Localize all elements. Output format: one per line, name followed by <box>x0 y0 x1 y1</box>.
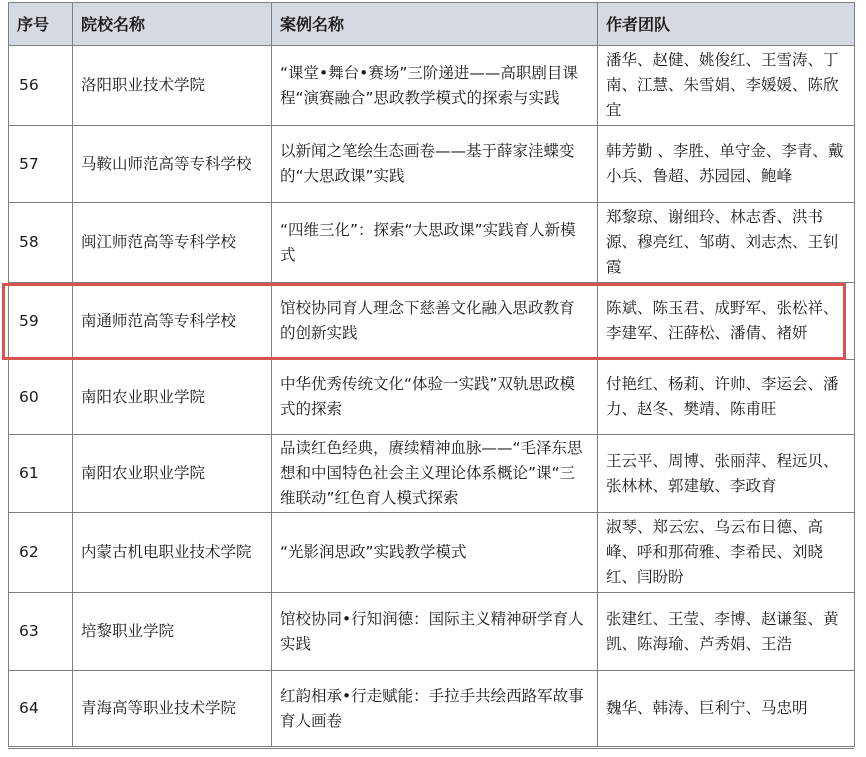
cell-school: 洛阳职业技术学院 <box>73 46 272 126</box>
cell-school: 青海高等职业技术学院 <box>73 671 272 747</box>
cell-school: 南阳农业职业学院 <box>73 435 272 513</box>
cell-seq: 60 <box>9 360 73 435</box>
cell-team: 付艳红、杨莉、许帅、李运会、潘力、赵冬、樊靖、陈甫旺 <box>598 360 855 435</box>
cell-school: 闽江师范高等专科学校 <box>73 203 272 283</box>
cell-team: 张建红、王莹、李博、赵谦玺、黄凯、陈海瑜、芦秀娟、王浩 <box>598 593 855 671</box>
cell-seq: 57 <box>9 126 73 203</box>
header-seq: 序号 <box>9 3 73 46</box>
cell-seq: 63 <box>9 593 73 671</box>
cell-school: 南通师范高等专科学校 <box>73 283 272 360</box>
cell-case: “光影润思政”实践教学模式 <box>272 513 598 593</box>
cell-school: 内蒙古机电职业技术学院 <box>73 513 272 593</box>
table-row <box>9 513 855 593</box>
table-header-row <box>9 3 855 46</box>
cell-seq: 56 <box>9 46 73 126</box>
cell-case: 红韵相承•行走赋能：手拉手共绘西路军故事育人画卷 <box>272 671 598 747</box>
cell-case: 中华优秀传统文化“体验一实践”双轨思政模式的探索 <box>272 360 598 435</box>
header-team: 作者团队 <box>598 3 855 46</box>
case-table-container <box>8 2 854 747</box>
cell-team: 淑琴、郑云宏、乌云布日德、高峰、呼和那荷雅、李希民、刘晓红、闫盼盼 <box>598 513 855 593</box>
table-row <box>9 203 855 283</box>
cell-team: 韩芳勤 、李胜、单守金、李青、戴小兵、鲁超、苏园园、鲍峰 <box>598 126 855 203</box>
case-table <box>8 2 855 747</box>
cell-team: 潘华、赵健、姚俊红、王雪涛、丁南、江慧、朱雪娟、李媛媛、陈欣宜 <box>598 46 855 126</box>
cell-case: “四维三化”：探索“大思政课”实践育人新模式 <box>272 203 598 283</box>
cell-case: 馆校协同育人理念下慈善文化融入思政教育的创新实践 <box>272 283 598 360</box>
cell-seq: 59 <box>9 283 73 360</box>
table-row <box>9 126 855 203</box>
cell-school: 培黎职业学院 <box>73 593 272 671</box>
cell-school: 马鞍山师范高等专科学校 <box>73 126 272 203</box>
header-school: 院校名称 <box>73 3 272 46</box>
cell-case: 馆校协同•行知润德：国际主义精神研学育人实践 <box>272 593 598 671</box>
cell-seq: 61 <box>9 435 73 513</box>
table-row <box>9 435 855 513</box>
table-row-highlighted <box>9 283 855 360</box>
cell-team: 陈斌、陈玉君、成野军、张松祥、李建军、汪薛松、潘倩、褚妍 <box>598 283 855 360</box>
cell-seq: 58 <box>9 203 73 283</box>
cell-seq: 64 <box>9 671 73 747</box>
cell-team: 王云平、周博、张丽萍、程远贝、张林林、郭建敏、李政育 <box>598 435 855 513</box>
cell-case: 品读红色经典，赓续精神血脉——“毛泽东思想和中国特色社会主义理论体系概论”课“三维联动”红色育人模式探索 <box>272 435 598 513</box>
cell-case: 以新闻之笔绘生态画卷——基于薛家洼蝶变的“大思政课”实践 <box>272 126 598 203</box>
cell-seq: 62 <box>9 513 73 593</box>
table-row <box>9 671 855 747</box>
table-row <box>9 360 855 435</box>
table-row <box>9 593 855 671</box>
header-case: 案例名称 <box>272 3 598 46</box>
cell-team: 郑黎琼、谢细玲、林志香、洪书源、穆亮红、邹萌、刘志杰、王钊霞 <box>598 203 855 283</box>
cell-school: 南阳农业职业学院 <box>73 360 272 435</box>
cell-case: “课堂•舞台•赛场”三阶递进——高职剧目课程“演赛融合”思政教学模式的探索与实践 <box>272 46 598 126</box>
cell-team: 魏华、韩涛、巨利宁、马忠明 <box>598 671 855 747</box>
table-row <box>9 46 855 126</box>
